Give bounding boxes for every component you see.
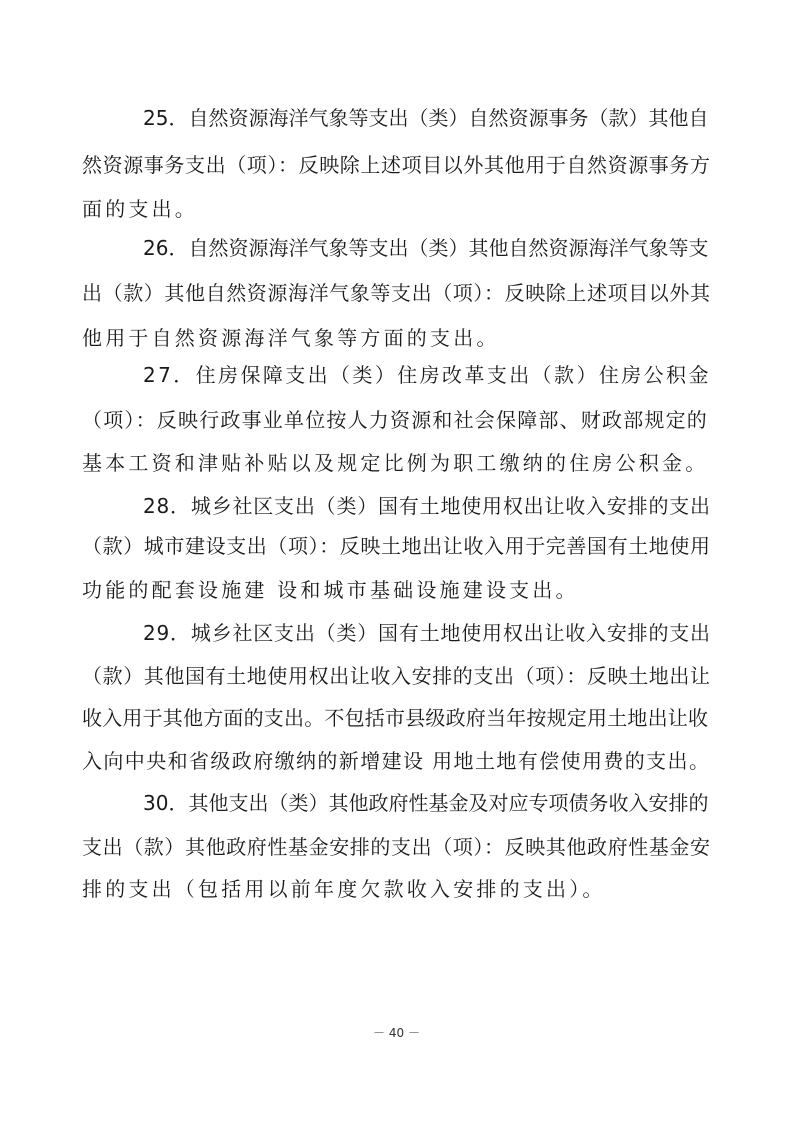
paragraph-26-line-3: 他用于自然资源海洋气象等方面的支出。: [82, 326, 500, 350]
paragraph-30-line-3: 排的支出（包括用以前年度欠款收入安排的支出）。: [82, 877, 606, 901]
page-number: － 40 －: [373, 1026, 420, 1040]
paragraph-28-line-3: 功能的配套设施建 设和城市基础设施建设支出。: [82, 578, 579, 602]
paragraph-28-line-2: （款）城市建设支出（项）：反映土地出让收入用于完善国有土地使用: [82, 534, 711, 558]
paragraph-25-line-3: 面的支出。: [82, 197, 198, 221]
paragraph-27-line-3: 基本工资和津贴补贴以及规定比例为职工缴纳的住房公积金。: [82, 451, 709, 475]
paragraph-26-line-2: 出（款）其他自然资源海洋气象等支出（项）：反映除上述项目以外其: [82, 281, 711, 305]
paragraph-29-line-4: 入向中央和省级政府缴纳的新增建设 用地土地有偿使用费的支出。: [82, 749, 711, 773]
paragraph-29-line-2: （款）其他国有土地使用权出让收入安排的支出（项）：反映土地出让: [82, 664, 711, 688]
paragraph-29-line-3: 收入用于其他方面的支出。不包括市县级政府当年按规定用土地出让收: [82, 706, 709, 730]
paragraph-27-line-2: （项）：反映行政事业单位按人力资源和社会保障部、财政部规定的: [82, 408, 708, 432]
paragraph-28-line-1: 28．城乡社区支出（类）国有土地使用权出让收入安排的支出: [143, 494, 711, 518]
paragraph-29-line-1: 29．城乡社区支出（类）国有土地使用权出让收入安排的支出: [143, 621, 711, 645]
paragraph-30-line-2: 支出（款）其他政府性基金安排的支出（项）：反映其他政府性基金安: [82, 835, 711, 859]
paragraph-25-line-2: 然资源事务支出（项）：反映除上述项目以外其他用于自然资源事务方: [82, 153, 711, 177]
paragraph-27-line-1: 27．住房保障支出（类）住房改革支出（款）住房公积金: [143, 363, 711, 387]
paragraph-25-line-1: 25．自然资源海洋气象等支出（类）自然资源事务（款）其他自: [143, 106, 709, 130]
paragraph-26-line-1: 26．自然资源海洋气象等支出（类）其他自然资源海洋气象等支: [143, 236, 709, 260]
paragraph-30-line-1: 30．其他支出（类）其他政府性基金及对应专项债务收入安排的: [143, 791, 709, 815]
